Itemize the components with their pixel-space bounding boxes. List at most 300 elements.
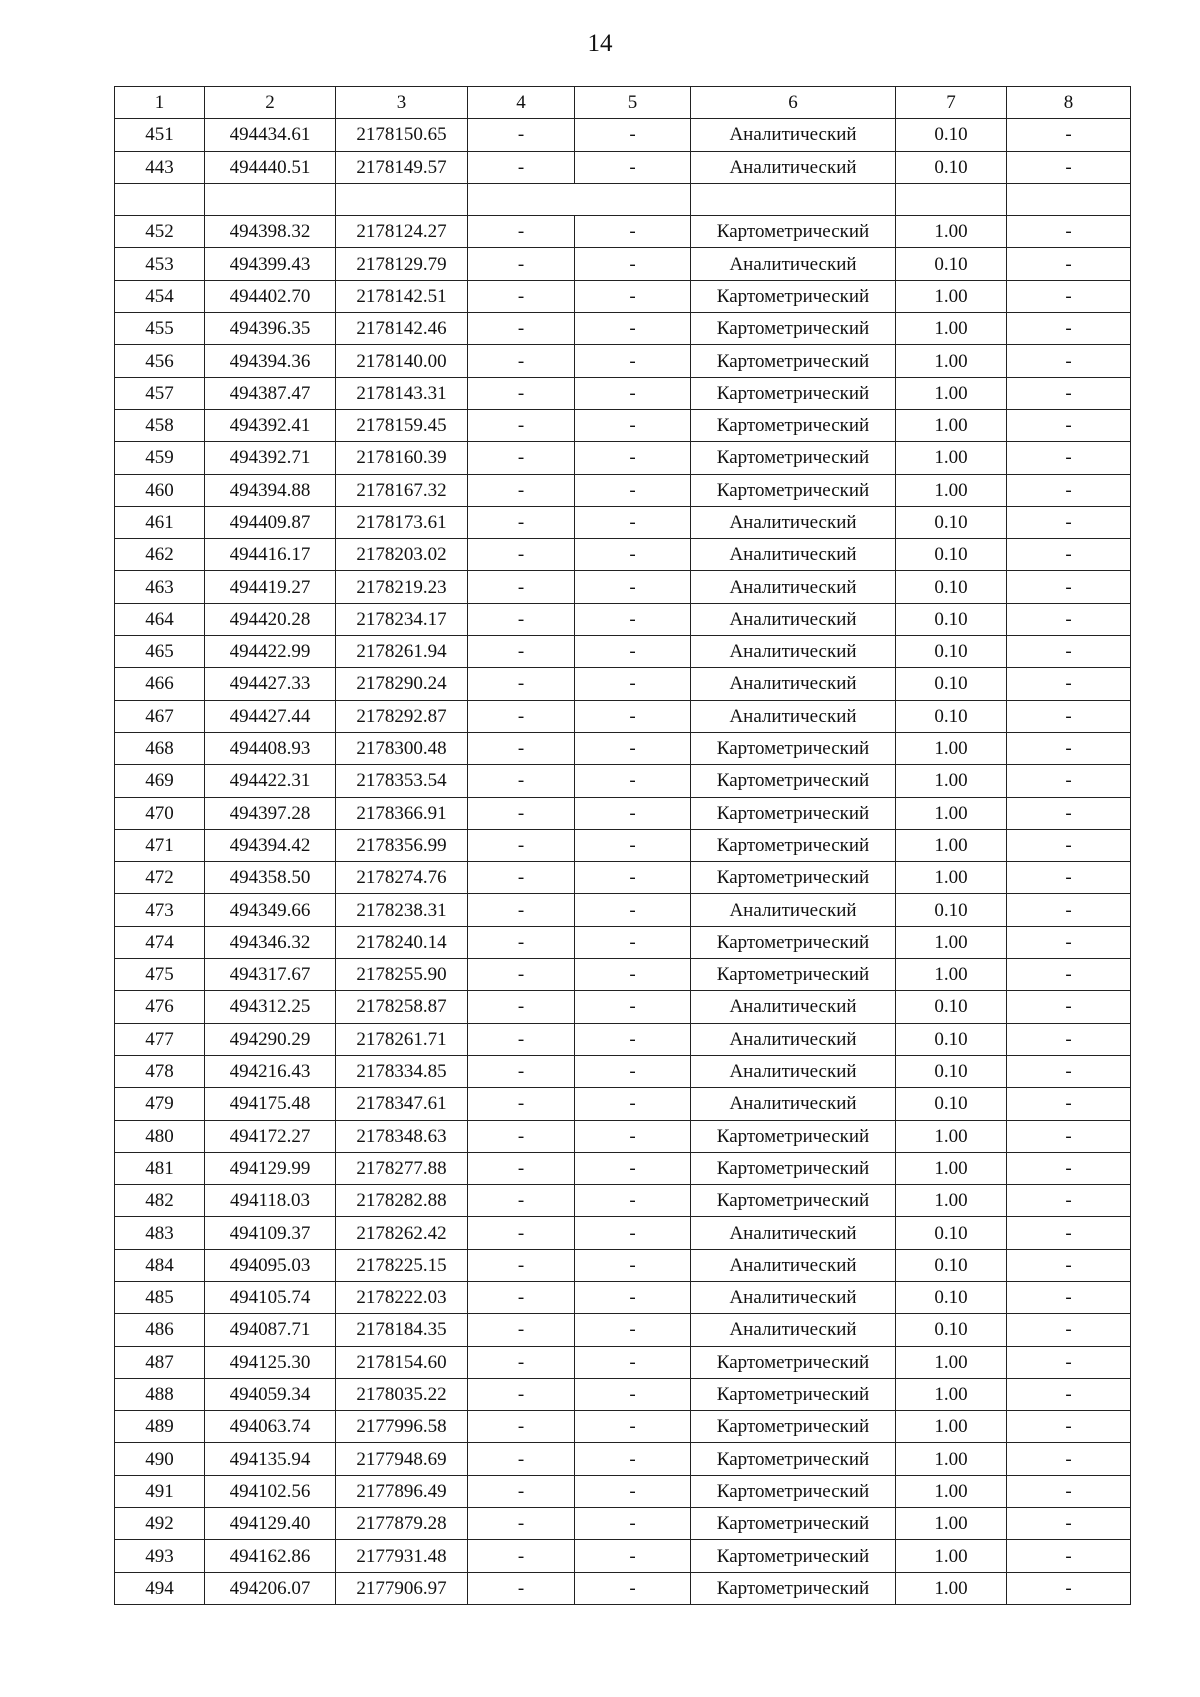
- column-header: 5: [575, 87, 691, 119]
- table-cell: -: [1007, 636, 1131, 668]
- table-cell: 474: [115, 926, 205, 958]
- table-cell: -: [1007, 1023, 1131, 1055]
- table-cell: -: [468, 506, 575, 538]
- table-cell: -: [575, 636, 691, 668]
- table-header-row: [115, 87, 1131, 119]
- table-cell: -: [575, 1411, 691, 1443]
- table-cell: 471: [115, 829, 205, 861]
- table-cell: -: [468, 119, 575, 151]
- table-cell: 456: [115, 345, 205, 377]
- table-cell: 2178277.88: [336, 1152, 468, 1184]
- table-cell: 2178238.31: [336, 894, 468, 926]
- table-cell: 466: [115, 668, 205, 700]
- table-cell: -: [468, 345, 575, 377]
- table-cell: 468: [115, 732, 205, 764]
- table-cell: 2178292.87: [336, 700, 468, 732]
- table-cell: 494416.17: [205, 539, 336, 571]
- table-cell: 476: [115, 991, 205, 1023]
- table-cell: -: [1007, 926, 1131, 958]
- coordinates-table: [114, 86, 1131, 1605]
- table-cell: -: [575, 280, 691, 312]
- table-row: [115, 119, 1131, 151]
- table-row: [115, 1055, 1131, 1087]
- table-cell: -: [468, 1314, 575, 1346]
- table-cell: 485: [115, 1281, 205, 1313]
- table-cell: -: [1007, 991, 1131, 1023]
- table-cell: -: [468, 894, 575, 926]
- table-cell: 458: [115, 409, 205, 441]
- table-cell: 459: [115, 442, 205, 474]
- table-cell: -: [575, 539, 691, 571]
- table-cell: [336, 183, 468, 215]
- table-cell: -: [575, 1152, 691, 1184]
- table-cell: 1.00: [896, 313, 1007, 345]
- table-cell: 454: [115, 280, 205, 312]
- table-cell: Картометрический: [691, 345, 896, 377]
- table-row: [115, 345, 1131, 377]
- table-cell: 475: [115, 959, 205, 991]
- table-cell: -: [468, 603, 575, 635]
- table-cell: -: [1007, 1346, 1131, 1378]
- table-cell: 0.10: [896, 991, 1007, 1023]
- table-cell: 494175.48: [205, 1088, 336, 1120]
- table-cell: -: [468, 1185, 575, 1217]
- table-cell: Аналитический: [691, 151, 896, 183]
- table-cell: -: [575, 1540, 691, 1572]
- table-cell: 2178124.27: [336, 216, 468, 248]
- table-row: [115, 894, 1131, 926]
- table-cell: 1.00: [896, 959, 1007, 991]
- table-cell: Картометрический: [691, 1346, 896, 1378]
- table-cell: 1.00: [896, 409, 1007, 441]
- table-cell: Картометрический: [691, 313, 896, 345]
- table-cell: -: [1007, 571, 1131, 603]
- table-cell: -: [468, 1378, 575, 1410]
- table-cell: 1.00: [896, 1152, 1007, 1184]
- table-cell: -: [575, 1281, 691, 1313]
- table-cell: -: [1007, 700, 1131, 732]
- table-cell: -: [575, 829, 691, 861]
- table-row: [115, 1152, 1131, 1184]
- table-cell: -: [468, 829, 575, 861]
- table-cell: Аналитический: [691, 1055, 896, 1087]
- table-cell: -: [575, 409, 691, 441]
- table-cell: 494397.28: [205, 797, 336, 829]
- table-cell: 2178290.24: [336, 668, 468, 700]
- table-cell: -: [575, 248, 691, 280]
- table-cell: Аналитический: [691, 248, 896, 280]
- table-cell: -: [468, 700, 575, 732]
- table-cell: Картометрический: [691, 1120, 896, 1152]
- table-cell: 494419.27: [205, 571, 336, 603]
- table-cell: -: [575, 732, 691, 764]
- table-cell: 481: [115, 1152, 205, 1184]
- table-cell: 2178258.87: [336, 991, 468, 1023]
- table-cell: -: [575, 1217, 691, 1249]
- table-cell: 477: [115, 1023, 205, 1055]
- table-cell: 494216.43: [205, 1055, 336, 1087]
- table-cell: -: [468, 732, 575, 764]
- table-cell: 2178353.54: [336, 765, 468, 797]
- table-cell: -: [1007, 1217, 1131, 1249]
- table-row: [115, 216, 1131, 248]
- table-cell: 455: [115, 313, 205, 345]
- table-cell: -: [468, 1120, 575, 1152]
- table-row: [115, 506, 1131, 538]
- table-row: [115, 765, 1131, 797]
- table-cell: -: [468, 409, 575, 441]
- table-cell: -: [575, 603, 691, 635]
- table-cell: -: [575, 700, 691, 732]
- table-cell: -: [1007, 797, 1131, 829]
- table-cell: 0.10: [896, 894, 1007, 926]
- table-cell: 487: [115, 1346, 205, 1378]
- table-cell: 2178348.63: [336, 1120, 468, 1152]
- table-cell: Аналитический: [691, 700, 896, 732]
- table-cell: 494095.03: [205, 1249, 336, 1281]
- table-cell: 0.10: [896, 1055, 1007, 1087]
- table-cell: -: [468, 216, 575, 248]
- table-cell: 1.00: [896, 377, 1007, 409]
- table-cell: 2178366.91: [336, 797, 468, 829]
- table-row: [115, 1443, 1131, 1475]
- table-cell: -: [468, 1475, 575, 1507]
- table-cell: 1.00: [896, 765, 1007, 797]
- table-cell: -: [1007, 1475, 1131, 1507]
- column-header: 6: [691, 87, 896, 119]
- table-row: [115, 539, 1131, 571]
- table-cell: -: [468, 151, 575, 183]
- table-cell: -: [468, 636, 575, 668]
- table-cell: 0.10: [896, 1023, 1007, 1055]
- table-cell: -: [1007, 668, 1131, 700]
- table-cell: -: [575, 571, 691, 603]
- table-cell: 494394.42: [205, 829, 336, 861]
- table-cell: 494: [115, 1572, 205, 1604]
- table-cell: 478: [115, 1055, 205, 1087]
- table-cell: -: [575, 959, 691, 991]
- table-row: [115, 313, 1131, 345]
- table-row: [115, 1540, 1131, 1572]
- table-cell: 467: [115, 700, 205, 732]
- table-cell: -: [1007, 959, 1131, 991]
- table-cell: -: [575, 1346, 691, 1378]
- table-row: [115, 474, 1131, 506]
- table-cell: 2178149.57: [336, 151, 468, 183]
- table-cell: 463: [115, 571, 205, 603]
- table-cell: 494402.70: [205, 280, 336, 312]
- table-cell: -: [1007, 1249, 1131, 1281]
- table-cell: -: [575, 1120, 691, 1152]
- table-cell: 2178261.71: [336, 1023, 468, 1055]
- table-cell: 483: [115, 1217, 205, 1249]
- table-cell: 473: [115, 894, 205, 926]
- table-cell: 494427.33: [205, 668, 336, 700]
- table-cell: 494399.43: [205, 248, 336, 280]
- table-cell: Картометрический: [691, 474, 896, 506]
- table-row: [115, 700, 1131, 732]
- table-cell: -: [468, 1443, 575, 1475]
- table-cell: 494346.32: [205, 926, 336, 958]
- table-cell: [468, 183, 691, 215]
- table-cell: 494118.03: [205, 1185, 336, 1217]
- table-cell: -: [575, 926, 691, 958]
- table-cell: -: [575, 151, 691, 183]
- table-cell: 2177931.48: [336, 1540, 468, 1572]
- table-cell: 494105.74: [205, 1281, 336, 1313]
- table-cell: -: [575, 797, 691, 829]
- column-header: 2: [205, 87, 336, 119]
- table-cell: 0.10: [896, 636, 1007, 668]
- table-cell: -: [1007, 1055, 1131, 1087]
- table-cell: 2178203.02: [336, 539, 468, 571]
- table-cell: 0.10: [896, 700, 1007, 732]
- table-cell: -: [468, 280, 575, 312]
- table-cell: -: [575, 765, 691, 797]
- table-cell: -: [1007, 442, 1131, 474]
- table-cell: -: [1007, 829, 1131, 861]
- table-cell: -: [1007, 1411, 1131, 1443]
- table-cell: Картометрический: [691, 797, 896, 829]
- table-row: [115, 829, 1131, 861]
- table-cell: 2178184.35: [336, 1314, 468, 1346]
- table-cell: -: [468, 862, 575, 894]
- column-header: 1: [115, 87, 205, 119]
- table-cell: 480: [115, 1120, 205, 1152]
- table-cell: -: [468, 539, 575, 571]
- table-cell: 494422.99: [205, 636, 336, 668]
- table-cell: 0.10: [896, 506, 1007, 538]
- table-cell: 489: [115, 1411, 205, 1443]
- table-cell: 1.00: [896, 216, 1007, 248]
- table-cell: -: [1007, 1508, 1131, 1540]
- table-cell: -: [1007, 603, 1131, 635]
- table-cell: -: [575, 1055, 691, 1087]
- table-cell: -: [575, 1185, 691, 1217]
- table-cell: Аналитический: [691, 991, 896, 1023]
- table-cell: 2178347.61: [336, 1088, 468, 1120]
- table-cell: -: [1007, 1540, 1131, 1572]
- table-row: [115, 1378, 1131, 1410]
- table-cell: 2178219.23: [336, 571, 468, 603]
- table-cell: 1.00: [896, 1572, 1007, 1604]
- blank-row: [115, 183, 1131, 215]
- table-cell: 2178225.15: [336, 1249, 468, 1281]
- table-cell: 2178356.99: [336, 829, 468, 861]
- table-row: [115, 1281, 1131, 1313]
- table-cell: [691, 183, 896, 215]
- table-cell: -: [1007, 1314, 1131, 1346]
- table-cell: -: [575, 442, 691, 474]
- table-cell: -: [468, 1023, 575, 1055]
- table-cell: 2178240.14: [336, 926, 468, 958]
- table-cell: 494349.66: [205, 894, 336, 926]
- table-row: [115, 636, 1131, 668]
- table-cell: -: [1007, 216, 1131, 248]
- table-cell: Картометрический: [691, 1152, 896, 1184]
- table-cell: -: [1007, 1443, 1131, 1475]
- table-cell: 457: [115, 377, 205, 409]
- table-cell: 494394.88: [205, 474, 336, 506]
- table-cell: 1.00: [896, 1185, 1007, 1217]
- table-row: [115, 1314, 1131, 1346]
- table-cell: Картометрический: [691, 959, 896, 991]
- table-cell: -: [468, 991, 575, 1023]
- table-cell: 494427.44: [205, 700, 336, 732]
- table-cell: -: [575, 1314, 691, 1346]
- table-cell: 1.00: [896, 1346, 1007, 1378]
- table-cell: -: [575, 1572, 691, 1604]
- table-cell: 2178160.39: [336, 442, 468, 474]
- table-cell: 479: [115, 1088, 205, 1120]
- table-cell: 2178129.79: [336, 248, 468, 280]
- table-cell: Картометрический: [691, 1378, 896, 1410]
- table-cell: 0.10: [896, 668, 1007, 700]
- table-cell: -: [1007, 377, 1131, 409]
- table-cell: -: [575, 506, 691, 538]
- table-cell: Аналитический: [691, 1217, 896, 1249]
- table-cell: -: [1007, 506, 1131, 538]
- table-cell: 465: [115, 636, 205, 668]
- table-cell: 1.00: [896, 442, 1007, 474]
- table-cell: Картометрический: [691, 1540, 896, 1572]
- table-cell: 494440.51: [205, 151, 336, 183]
- table-cell: 2178261.94: [336, 636, 468, 668]
- table-cell: 1.00: [896, 862, 1007, 894]
- table-cell: 494063.74: [205, 1411, 336, 1443]
- table-cell: 1.00: [896, 474, 1007, 506]
- table-cell: 2178234.17: [336, 603, 468, 635]
- table-cell: -: [575, 862, 691, 894]
- table-cell: -: [1007, 1152, 1131, 1184]
- table-row: [115, 991, 1131, 1023]
- table-row: [115, 1346, 1131, 1378]
- table-cell: 470: [115, 797, 205, 829]
- page-number: 14: [587, 30, 613, 57]
- column-header: 8: [1007, 87, 1131, 119]
- table-cell: 2178222.03: [336, 1281, 468, 1313]
- table-cell: Аналитический: [691, 894, 896, 926]
- table-cell: 451: [115, 119, 205, 151]
- table-cell: 494087.71: [205, 1314, 336, 1346]
- table-cell: 2178159.45: [336, 409, 468, 441]
- table-cell: Аналитический: [691, 1249, 896, 1281]
- table-cell: -: [468, 1217, 575, 1249]
- table-cell: -: [575, 216, 691, 248]
- table-cell: -: [468, 959, 575, 991]
- table-row: [115, 1411, 1131, 1443]
- table-row: [115, 1475, 1131, 1507]
- table-cell: 1.00: [896, 732, 1007, 764]
- table-cell: 494408.93: [205, 732, 336, 764]
- table-cell: 494394.36: [205, 345, 336, 377]
- table-cell: 1.00: [896, 797, 1007, 829]
- table-cell: 461: [115, 506, 205, 538]
- table-cell: 490: [115, 1443, 205, 1475]
- table-cell: 494358.50: [205, 862, 336, 894]
- table-cell: -: [1007, 539, 1131, 571]
- table-cell: 482: [115, 1185, 205, 1217]
- table-cell: Аналитический: [691, 636, 896, 668]
- table-cell: 1.00: [896, 1378, 1007, 1410]
- table-cell: 494102.56: [205, 1475, 336, 1507]
- table-row: [115, 668, 1131, 700]
- table-cell: 494434.61: [205, 119, 336, 151]
- table-cell: Картометрический: [691, 1411, 896, 1443]
- table-cell: 494312.25: [205, 991, 336, 1023]
- table-cell: 1.00: [896, 926, 1007, 958]
- table-cell: 0.10: [896, 1217, 1007, 1249]
- table-cell: 2178142.51: [336, 280, 468, 312]
- table-row: [115, 603, 1131, 635]
- table-cell: -: [468, 248, 575, 280]
- table-cell: 494420.28: [205, 603, 336, 635]
- table-cell: -: [575, 1443, 691, 1475]
- table-cell: 486: [115, 1314, 205, 1346]
- table-cell: 0.10: [896, 571, 1007, 603]
- table-cell: Картометрический: [691, 765, 896, 797]
- table-cell: 484: [115, 1249, 205, 1281]
- table-cell: 0.10: [896, 1314, 1007, 1346]
- table-cell: -: [1007, 345, 1131, 377]
- table-row: [115, 409, 1131, 441]
- table-cell: Аналитический: [691, 119, 896, 151]
- table-row: [115, 1023, 1131, 1055]
- table-cell: Аналитический: [691, 1314, 896, 1346]
- table-cell: 462: [115, 539, 205, 571]
- table-cell: -: [1007, 1088, 1131, 1120]
- table-cell: 2177879.28: [336, 1508, 468, 1540]
- table-cell: -: [468, 926, 575, 958]
- table-cell: 494387.47: [205, 377, 336, 409]
- table-cell: -: [468, 1088, 575, 1120]
- table-cell: -: [468, 1411, 575, 1443]
- table-cell: -: [1007, 894, 1131, 926]
- table-cell: -: [575, 345, 691, 377]
- table-cell: 1.00: [896, 1120, 1007, 1152]
- table-cell: 494162.86: [205, 1540, 336, 1572]
- table-cell: -: [575, 1508, 691, 1540]
- table-cell: 2178142.46: [336, 313, 468, 345]
- table-cell: 2178282.88: [336, 1185, 468, 1217]
- table-cell: [1007, 183, 1131, 215]
- table-cell: -: [468, 1346, 575, 1378]
- table-cell: 2178167.32: [336, 474, 468, 506]
- table-cell: 494396.35: [205, 313, 336, 345]
- table-cell: -: [468, 1152, 575, 1184]
- table-cell: -: [1007, 248, 1131, 280]
- table-cell: 2178300.48: [336, 732, 468, 764]
- table-cell: 494129.99: [205, 1152, 336, 1184]
- table-cell: -: [468, 571, 575, 603]
- table-cell: 494059.34: [205, 1378, 336, 1410]
- table-cell: 460: [115, 474, 205, 506]
- table-cell: Аналитический: [691, 1281, 896, 1313]
- table-row: [115, 1217, 1131, 1249]
- table-cell: 443: [115, 151, 205, 183]
- table-cell: -: [468, 797, 575, 829]
- table-cell: -: [575, 1249, 691, 1281]
- table-cell: 1.00: [896, 1540, 1007, 1572]
- table-cell: -: [1007, 313, 1131, 345]
- table-cell: -: [1007, 862, 1131, 894]
- table-cell: -: [575, 991, 691, 1023]
- table-row: [115, 862, 1131, 894]
- table-cell: -: [1007, 474, 1131, 506]
- table-cell: Картометрический: [691, 280, 896, 312]
- table-cell: -: [468, 474, 575, 506]
- table-cell: Картометрический: [691, 1475, 896, 1507]
